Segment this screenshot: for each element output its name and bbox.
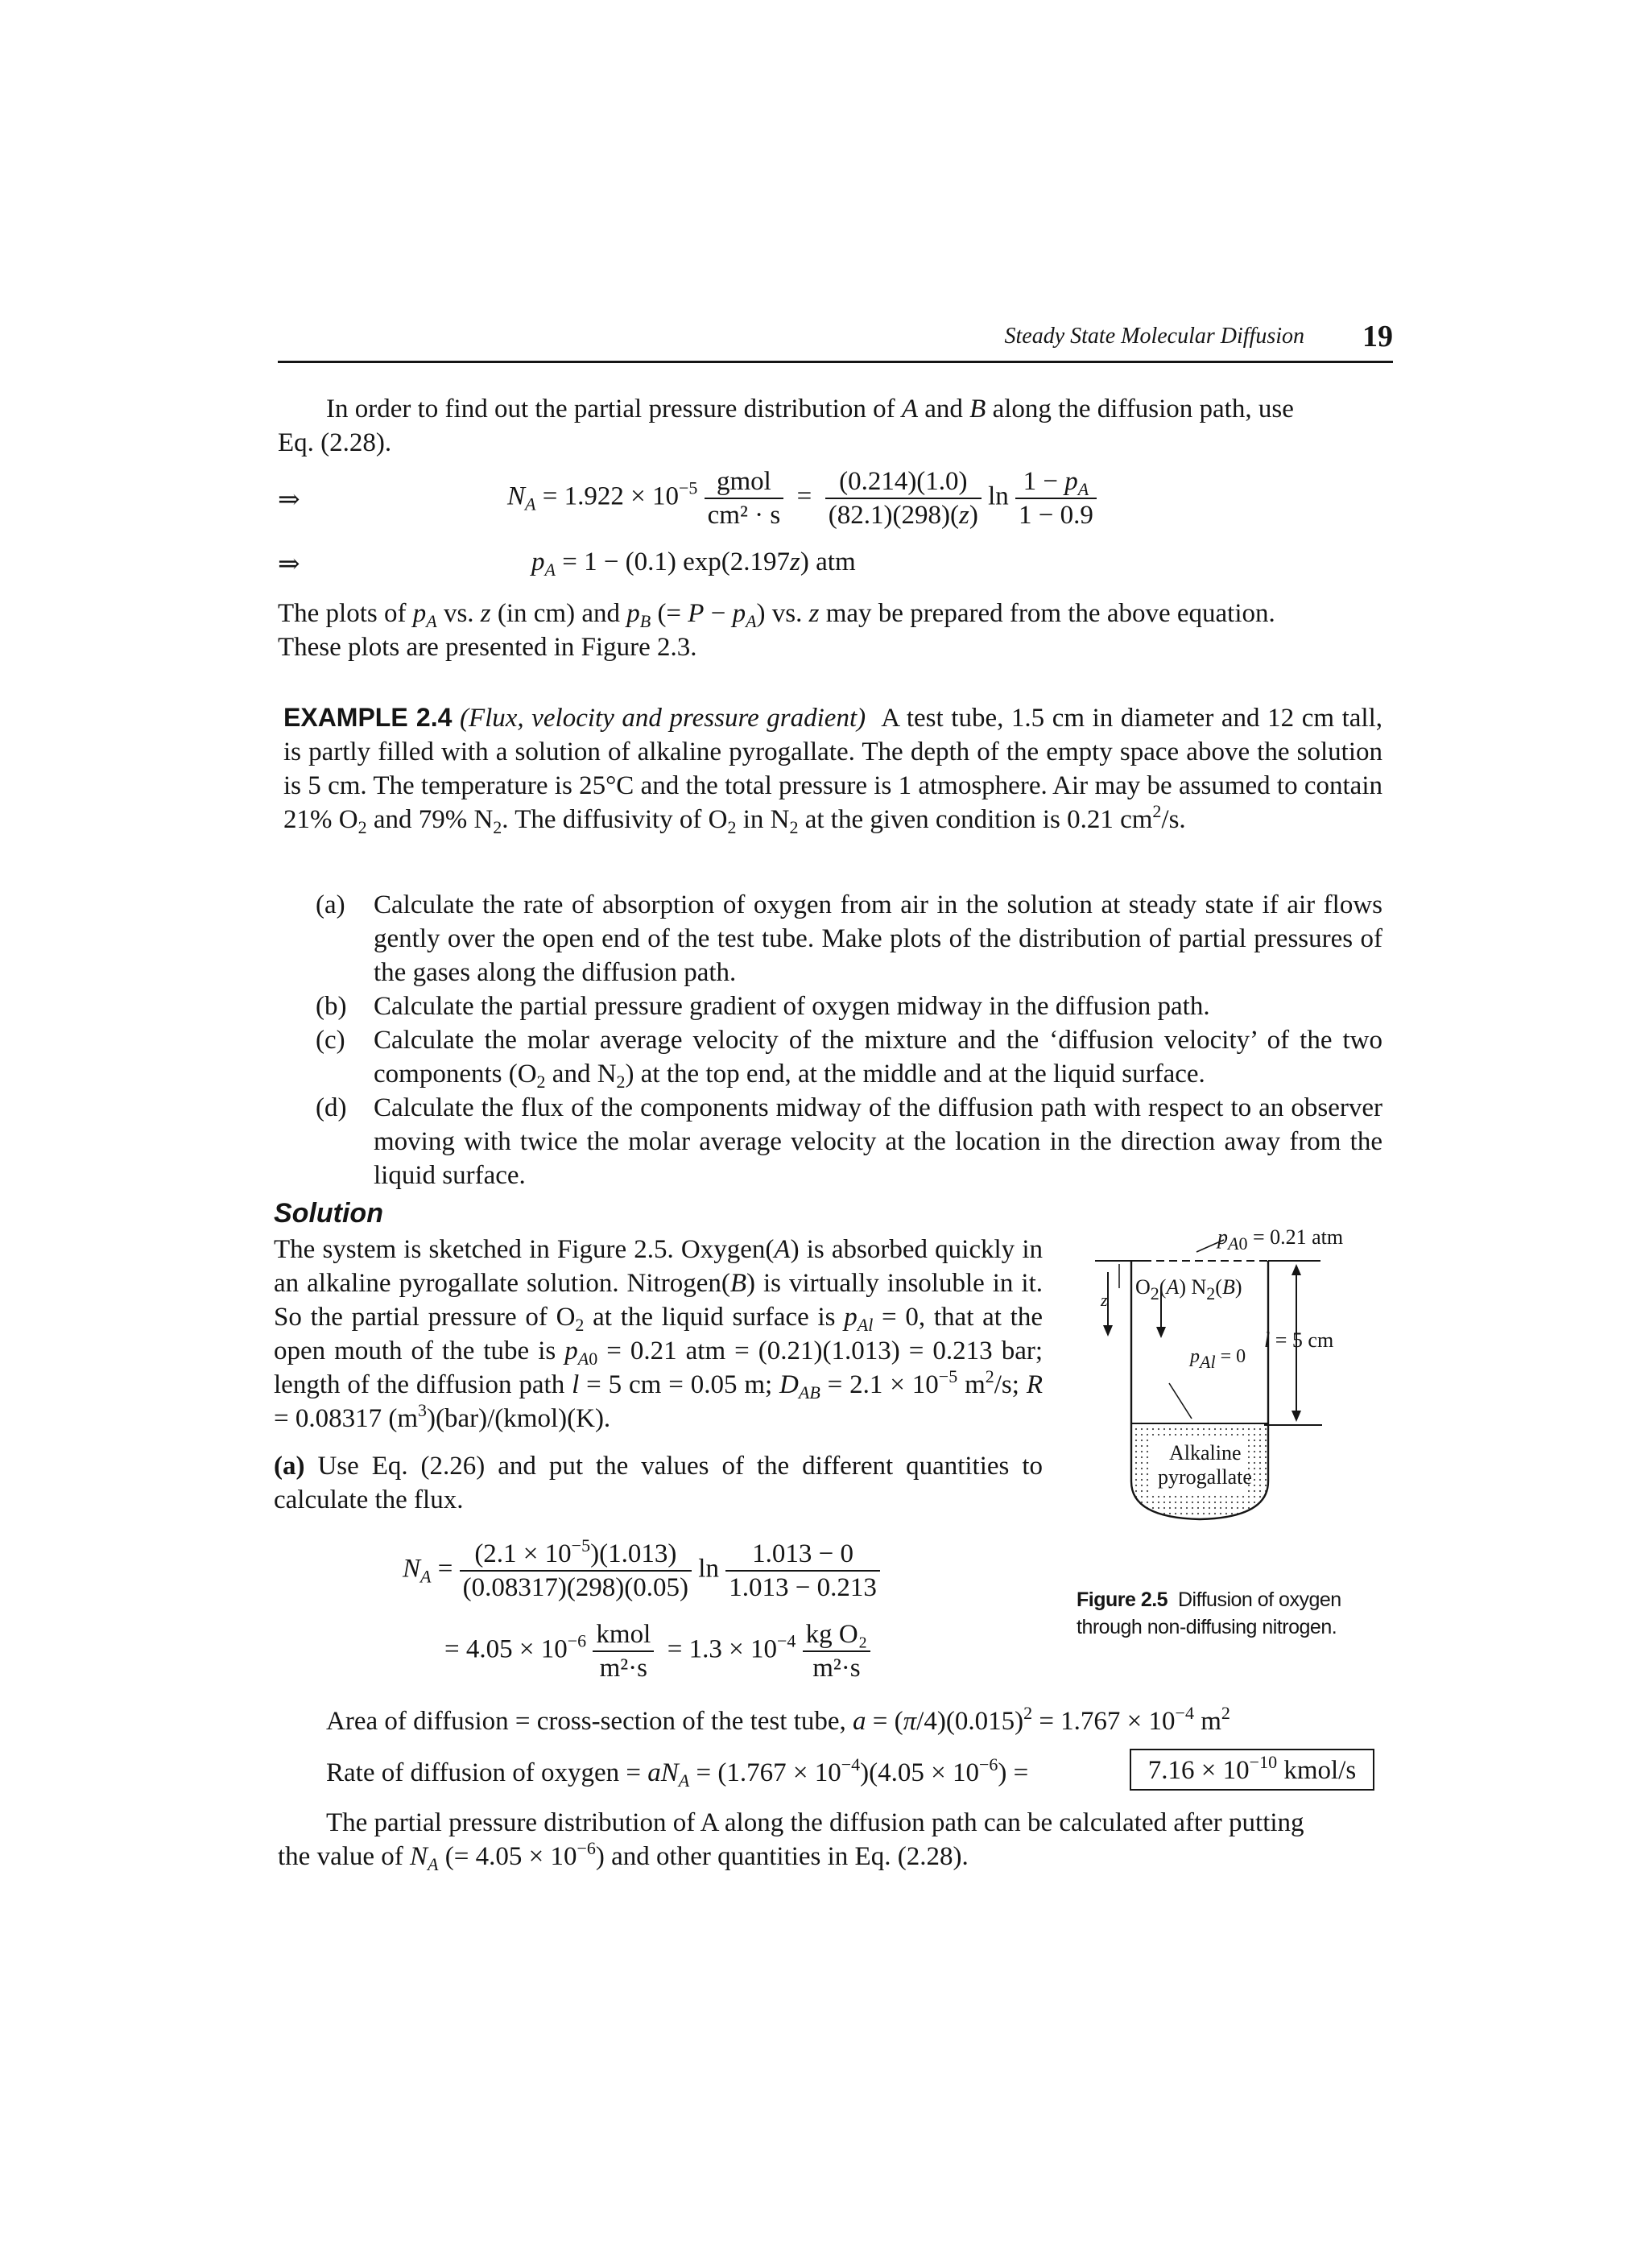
implies-arrow-2: ⇒: [278, 550, 300, 579]
equation-pa: $p_A = 1 - (0.1)$ exp(2.197z) atm: [531, 547, 856, 580]
figure-test-tube: [1095, 1208, 1385, 1594]
equation-flux-gmol: $N_A = 1.922 \times 10^{-5}$ $\frac{\text{gmol}}{\text{cm² · s}}$ = $\frac{(0.214)(1.0)}{(82.1)(298)(z)}$ ln $\frac{1 - p_A}{1 - 0.9}$: [507, 465, 1097, 531]
example-label: EXAMPLE 2.4: [283, 703, 453, 732]
test-tube-diagram: [1095, 1208, 1385, 1594]
implies-arrow-1: ⇒: [278, 485, 300, 514]
final-line-2: the value of $N_A$ (= $4.05 \times 10^{-6}$) and other quantities in Eq. (2.28).: [278, 1838, 969, 1874]
part-a-paragraph: (a) Use Eq. (2.26) and put the values of the different quantities to calculate the flux.: [274, 1452, 1043, 1514]
list-item: (d) Calculate the flux of the components midway of the diffusion path with respect to an observer moving with twice the molar average velocity at the location in the direction away from the liquid surface.: [316, 1093, 1382, 1190]
z-label: z: [1101, 1290, 1108, 1310]
gas-label: $O_2(A)$ $N_2(B)$: [1135, 1275, 1242, 1303]
page-number: 19: [1362, 320, 1393, 353]
intro-line-1: In order to find out the partial pressure distribution of A and B along the diffusion path, use: [326, 395, 1294, 423]
plots-line-1: The plots of $p_A$ vs. z (in cm) and $p_B$ (= $P - p_A$) vs. z may be prepared from the above equation.: [278, 599, 1275, 631]
solution-heading: Solution: [274, 1198, 383, 1229]
figure-caption: [1077, 1586, 1391, 1641]
list-item: (b) Calculate the partial pressure gradient of oxygen midway in the diffusion path.: [316, 992, 1210, 1021]
liquid-label-2: pyrogallate: [1158, 1465, 1252, 1489]
equation-flux-na: $N_A$ = $\frac{(2.1 \times 10^{-5})(1.013)}{(0.08317)(298)(0.05)}$ ln $\frac{1.013 - 0}{1.013 - 0.213}$: [403, 1538, 880, 1604]
liquid-label-1: Alkaline: [1169, 1441, 1242, 1464]
pa0-label: $p_{A0} = 0.21$ atm: [1217, 1225, 1344, 1254]
running-title: Steady State Molecular Diffusion: [1004, 324, 1304, 349]
running-header: [278, 320, 1393, 361]
pal-label: $p_{Al} = 0$: [1190, 1346, 1246, 1372]
example-paragraph: EXAMPLE 2.4 (Flux, velocity and pressure gradient) A test tube, 1.5 cm in diameter and 12 cm tall, is partly filled with a solution of alkaline pyrogallate. The depth of the empty space above the solution is 5 cm. The temperature is 25°C and the total pressure is 1 atmosphere. Air may be assumed to contain 21% $O_2$ and 79% $N_2$. The diffusivity of $O_2$ in $N_2$ at the given condition is 0.21 $cm^2/s$.: [283, 703, 1382, 837]
header-rule: [278, 361, 1393, 363]
rate-answer-box: $7.16 \times 10^{-10}$ kmol/s: [1130, 1749, 1374, 1791]
figure-caption-label: Figure 2.5: [1077, 1588, 1168, 1611]
l-length-label: l = 5 cm: [1264, 1328, 1334, 1352]
rate-line: Rate of diffusion of oxygen = $aN_A = (1.767 \times 10^{-4})(4.05 \times 10^{-6})$ =: [326, 1754, 1029, 1791]
plots-line-2: These plots are presented in Figure 2.3.: [278, 633, 697, 662]
solution-paragraph: The system is sketched in Figure 2.5. Oxygen(A) is absorbed quickly in an alkaline pyrogallate solution. Nitrogen(B) is virtually insoluble in it. So the partial pressure of $O_2$ at the liquid surface is $p_{Al} = 0$, that at the open mouth of the tube is $p_{A0} = 0.21$ atm = (0.21)(1.013) = 0.213 bar; length of the diffusion path l = 5 cm = 0.05 m; $D_{AB} = 2.1 \times 10^{-5}$ $m^2/s$; R = 0.08317 $(m^3)(bar)/(kmol)(K)$.: [274, 1235, 1044, 1433]
example-subtitle: (Flux, velocity and pressure gradient): [459, 704, 866, 733]
area-line: Area of diffusion = cross-section of the test tube, $a = (\pi/4)(0.015)^2 = 1.767 \times 10^{-4}$ $m^2$: [326, 1703, 1230, 1736]
list-item: (c) Calculate the molar average velocity of the mixture and the ‘diffusion velocity’ of the two components ($O_2$ and $N_2$) at the top end, at the middle and at the liquid surface.: [316, 1026, 1382, 1092]
list-item: (a) Calculate the rate of absorption of oxygen from air in the solution at steady state if air flows gently over the open end of the test tube. Make plots of the distribution of partial pressures of the gases along the diffusion path.: [316, 890, 1382, 987]
equation-flux-result: = $4.05 \times 10^{-6}$ $\frac{\text{kmol}}{\text{m²·s}}$ = $1.3 \times 10^{-4}$ $\frac{\text{kg O₂}}{\text{m²·s}}$: [444, 1618, 870, 1684]
figure-caption-text: Diffusion of oxygen through non-diffusing nitrogen.: [1077, 1588, 1341, 1638]
intro-line-2: Eq. (2.28).: [278, 428, 392, 457]
final-line-1: The partial pressure distribution of A along the diffusion path can be calculated after putting: [326, 1808, 1304, 1837]
